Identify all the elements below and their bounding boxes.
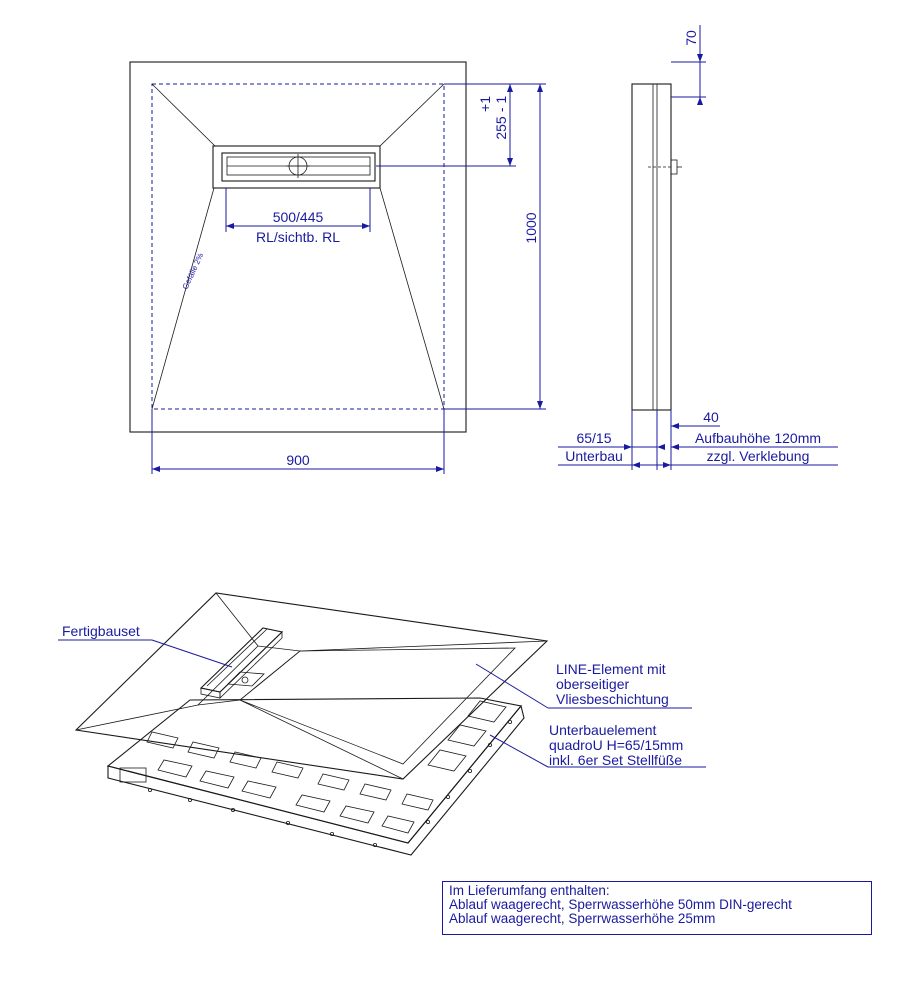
base-element-label-3: inkl. 6er Set Stellfüße	[549, 752, 683, 768]
iso-view	[58, 593, 706, 855]
slope-label: Gefälle 2%	[180, 251, 206, 291]
base-element-label-2: quadroU H=65/15mm	[549, 737, 684, 753]
top-dimension-label: 70	[683, 30, 699, 46]
width-label: 900	[286, 452, 310, 468]
drain-offset-label: 255	[493, 116, 509, 140]
scope-item: Ablauf waagerecht, Sperrwasserhöhe 50mm DIN-gerecht	[449, 897, 792, 912]
tray-outline	[130, 62, 466, 432]
tolerance-plus: +1	[477, 96, 493, 112]
tray-inner-dashed	[152, 84, 444, 409]
line-element-label-3: Vliesbeschichtung	[556, 691, 669, 707]
side-body	[632, 84, 671, 410]
base-element-label-1: Unterbauelement	[549, 722, 657, 738]
bonding-label: zzgl. Verklebung	[706, 448, 810, 464]
scope-item: Ablauf waagerecht, Sperrwasserhöhe 25mm	[449, 911, 716, 926]
base-element	[108, 706, 524, 855]
line-element-label-2: oberseitiger	[556, 676, 630, 692]
line-element	[76, 593, 547, 779]
tolerance-minus: - 1	[493, 95, 509, 113]
drain-recess	[213, 146, 380, 188]
top-view	[130, 62, 546, 474]
height-label: 1000	[523, 212, 539, 244]
line-element-label-1: LINE-Element mit	[556, 661, 666, 677]
build-height-label: Aufbauhöhe 120mm	[694, 430, 822, 446]
right-offset-label: 40	[703, 409, 719, 425]
drain-width-label: 500/445	[272, 209, 324, 225]
drain-sub-label: RL/sichtb. RL	[255, 229, 341, 245]
scope-of-delivery-box	[442, 881, 872, 935]
scope-title: Im Lieferumfang enthalten:	[449, 883, 610, 898]
kit-label: Fertigbauset	[62, 623, 140, 639]
substructure-label: Unterbau	[565, 448, 623, 464]
side-view	[558, 25, 838, 470]
substructure-value: 65/15	[576, 430, 612, 446]
